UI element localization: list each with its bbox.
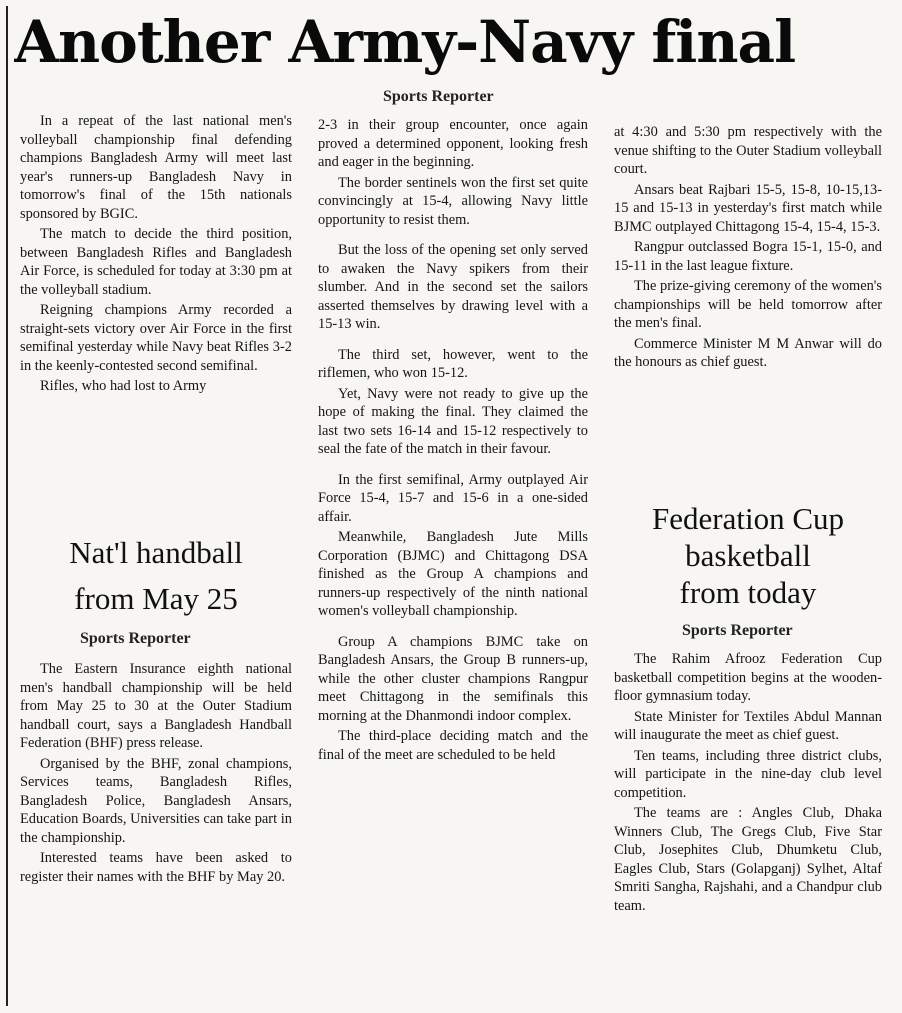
paragraph: Ansars beat Rajbari 15-5, 15-8, 10-15,13-15 and 15-13 in yesterday's first match while BJMC outplayed Chittagong 15-4, 15-4, 15-3.: [614, 181, 882, 235]
paragraph: The third-place deciding match and the final of the meet are scheduled to be held: [318, 728, 588, 763]
headline-line: from May 25: [74, 581, 238, 616]
paragraph: Commerce Minister M M Anwar will do the honours as chief guest.: [614, 335, 882, 370]
handball-headline: [20, 534, 292, 617]
paragraph: Group A champions BJMC take on Bangladesh Ansars, the Group B runners-up, while the other cluster champions Rangpur meet Chittagong in the semifinals this morning at the Dhanmondi indoor complex.: [318, 633, 588, 724]
paragraph: State Minister for Textiles Abdul Mannan will inaugurate the meet as chief guest.: [614, 708, 882, 743]
paragraph: The teams are : Angles Club, Dhaka Winners Club, The Gregs Club, Five Star Club, Josephites Club, Dhumketu Club, Eagles Club, Stars (Golapganj) Sylhet, Altaf Smriti Sangha, Rajshahi, and a Chandpur club team.: [614, 805, 882, 914]
paragraph: The border sentinels won the first set quite convincingly at 15-4, allowing Navy little opportunity to resist them.: [318, 174, 588, 228]
paragraph: In a repeat of the last national men's volleyball championship final defending champions Bangladesh Army will meet last year's runners-up Bangladesh Navy in tomorrow's final of the 15th nationals sponsored by BGIC.: [20, 113, 292, 222]
main-article-col1: [20, 112, 292, 518]
headline-line: basketball: [685, 538, 811, 573]
paragraph: The Rahim Afrooz Federation Cup basketball competition begins at the wooden-floor gymnasium today.: [614, 651, 882, 704]
paragraph: Meanwhile, Bangladesh Jute Mills Corporation (BJMC) and Chittagong DSA finished as the Group A champions and runners-up respectively of the ninth national women's volleyball championship.: [318, 529, 588, 619]
paragraph: Reigning champions Army recorded a straight-sets victory over Air Force in the first semifinal yesterday while Navy beat Rifles 3-2 in the keenly-contested second semifinal.: [20, 302, 292, 374]
basketball-headline: [614, 500, 882, 611]
handball-byline: Sports Reporter: [80, 630, 191, 647]
paragraph: at 4:30 and 5:30 pm respectively with the venue shifting to the Outer Stadium volleyball court.: [614, 124, 882, 177]
paragraph: The third set, however, went to the riflemen, who won 15-12.: [318, 346, 588, 381]
basketball-body: [614, 650, 882, 1010]
paragraph: Rangpur outclassed Bogra 15-1, 15-0, and 15-11 in the last league fixture.: [614, 239, 882, 274]
handball-body: [20, 660, 292, 1008]
paragraph: Yet, Navy were not ready to give up the hope of making the final. They claimed the last two sets 16-14 and 15-12 respectively to seal the fate of the match in their favour.: [318, 385, 588, 457]
main-headline: Another Army-Navy final: [14, 8, 796, 76]
paragraph: But the loss of the opening set only served to awaken the Navy spikers from their slumber. And in the second set the sailors asserted themselves by drawing level with a 15-13 win.: [318, 242, 588, 332]
basketball-byline: Sports Reporter: [682, 622, 793, 639]
headline-line: Federation Cup: [652, 501, 844, 536]
headline-line: from today: [679, 575, 817, 610]
paragraph: Ten teams, including three district clubs, will participate in the nine-day club level competition.: [614, 747, 882, 801]
paragraph: Interested teams have been asked to register their names with the BHF by May 20.: [20, 850, 292, 885]
main-article-col3: [614, 123, 882, 485]
paragraph: In the first semifinal, Army outplayed Air Force 15-4, 15-7 and 15-6 in a one-sided affair.: [318, 471, 588, 525]
paragraph: The match to decide the third position, between Bangladesh Rifles and Bangladesh Air Force, is scheduled for today at 3:30 pm at the volleyball stadium.: [20, 226, 292, 298]
paragraph: 2-3 in their group encounter, once again proved a determined opponent, looking fresh and eager in the beginning.: [318, 117, 588, 170]
paragraph: Organised by the BHF, zonal champions, Services teams, Bangladesh Rifles, Bangladesh Police, Bangladesh Ansars, Education Boards, Universities can take part in the championship.: [20, 755, 292, 846]
headline-line: Nat'l handball: [69, 535, 243, 570]
main-article-col2: [318, 116, 588, 1011]
column-rule: [6, 6, 8, 1006]
paragraph: The prize-giving ceremony of the women's championships will be held tomorrow after the men's final.: [614, 278, 882, 331]
paragraph: The Eastern Insurance eighth national men's handball championship will be held from May 25 to 30 at the Outer Stadium handball court, says a Bangladesh Handball Federation (BHF) press release.: [20, 661, 292, 751]
paragraph: Rifles, who had lost to Army: [40, 378, 207, 394]
main-byline: Sports Reporter: [383, 88, 494, 105]
